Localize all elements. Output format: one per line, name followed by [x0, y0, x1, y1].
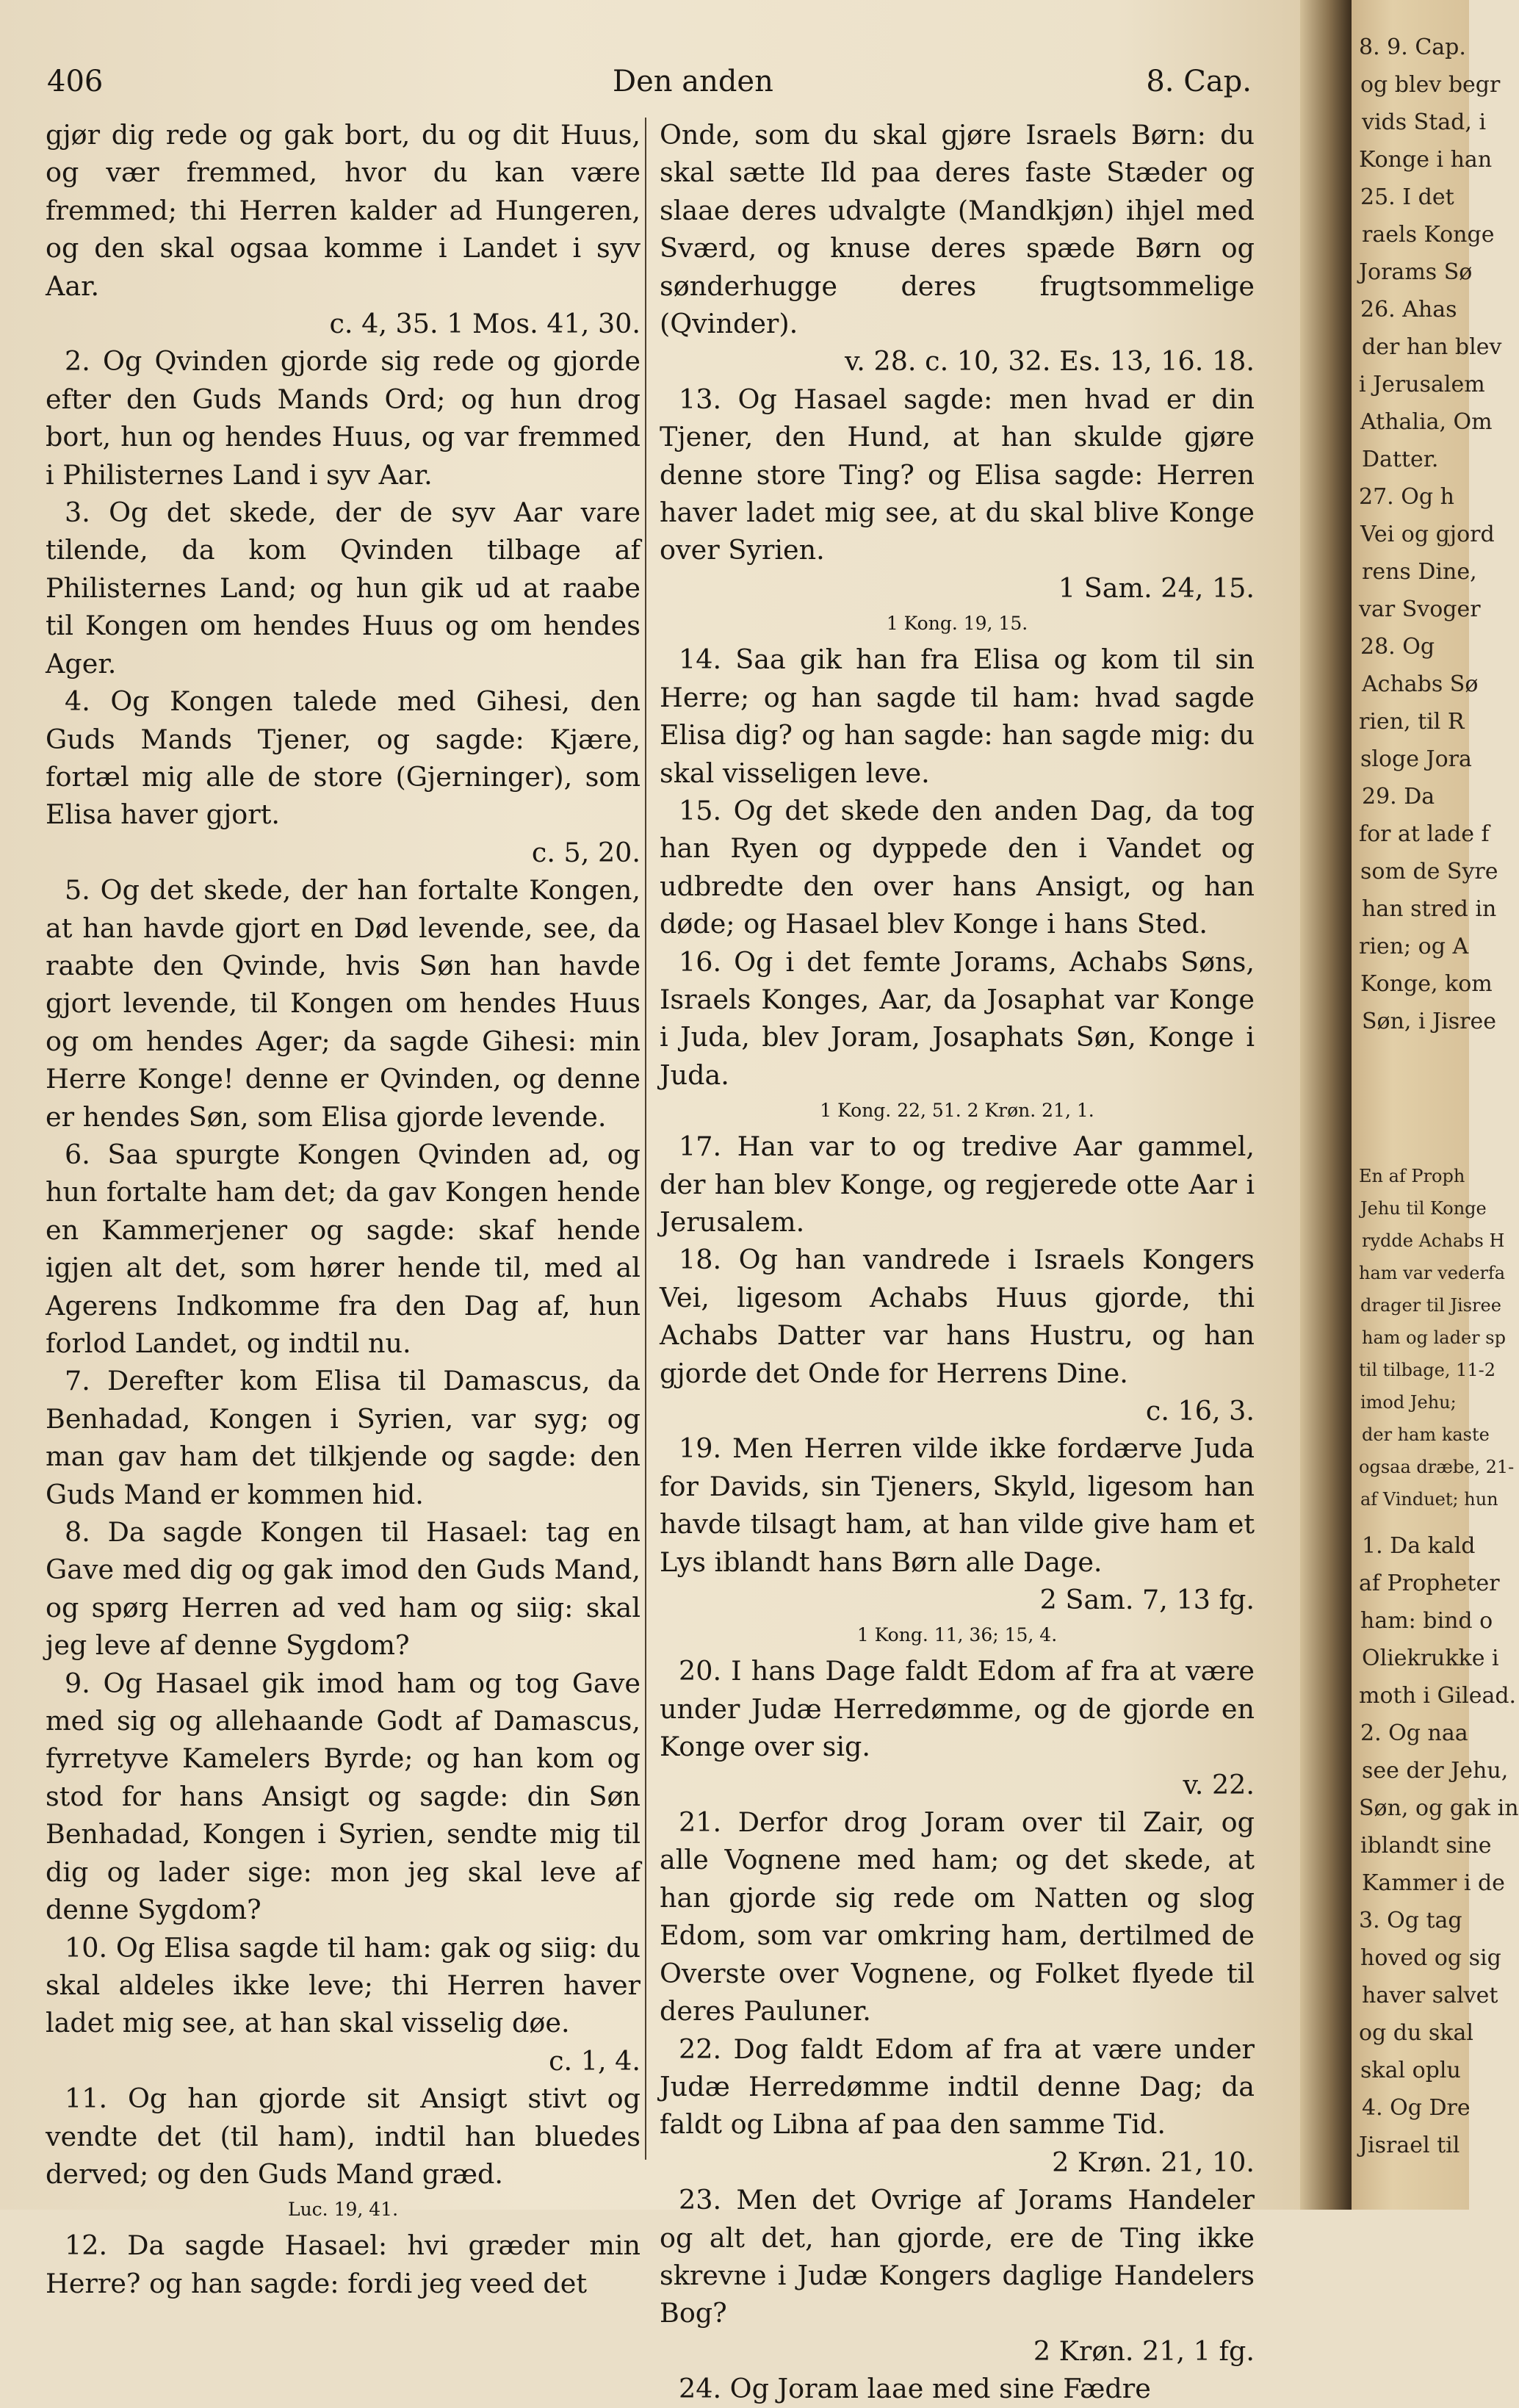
- verse-text: 18. Og han vandrede i Israels Kongers Vei, ligesom Achabs Huus gjorde, thi Achabs Datter var hans Hustru, og han gjorde det Onde for Herrens Dine.: [660, 1244, 1255, 1389]
- facing-page-line: ham var vederfa: [1359, 1263, 1506, 1283]
- facing-page-line: Vei og gjord: [1360, 522, 1495, 547]
- facing-page-line: 26. Ahas: [1360, 297, 1457, 322]
- verse-text: 8. Da sagde Kongen til Hasael: tag en Gave med dig og gak imod den Guds Mand, og spørg Herren ad ved ham og siig: skal jeg leve af denne Sygdom?: [46, 1516, 641, 1662]
- facing-page-line: af Vinduet; hun: [1360, 1489, 1498, 1510]
- verse-text: 21. Derfor drog Joram over til Zair, og alle Vognene med ham; og det skede, at han gjorde sig rede om Natten og slog Edom, som var omkring ham, dertilmed de Overste over Vognene, og Folket flyede til deres Pauluner.: [660, 1806, 1255, 2027]
- verse-text: 7. Derefter kom Elisa til Damascus, da Benhadad, Kongen i Syrien, var syg; og man gav ham det tilkjende og sagde: den Guds Mand er kommen hid.: [46, 1365, 641, 1510]
- facing-page-line: skal oplu: [1360, 2058, 1461, 2083]
- footnote-reference: 1 Kong. 22, 51. 2 Krøn. 21, 1.: [820, 1100, 1094, 1122]
- verse-text: 13. Og Hasael sagde: men hvad er din Tjener, den Hund, at han skulde gjøre denne store Ting? og Elisa sagde: Herren haver ladet mig see, at du skal blive Konge over Syrien.: [660, 383, 1255, 566]
- verse: [46, 1513, 641, 1665]
- column-divider: [645, 118, 646, 2160]
- facing-page-line: Søn, i Jisree: [1362, 1009, 1497, 1034]
- facing-page-line: Oliekrukke i: [1362, 1645, 1499, 1671]
- cross-reference: 1 Sam. 24, 15.: [1058, 572, 1255, 604]
- facing-page-line: Achabs Sø: [1362, 671, 1479, 697]
- facing-page-line: imod Jehu;: [1360, 1392, 1457, 1413]
- facing-page-line: for at lade f: [1359, 821, 1490, 847]
- verse-text: 22. Dog faldt Edom af fra at være under Judæ Herredømme indtil denne Dag; da faldt og Libna af paa den samme Tid.: [660, 2033, 1255, 2141]
- verse: [660, 641, 1255, 792]
- facing-page-line: 25. I det: [1360, 184, 1454, 210]
- verse-text: 12. Da sagde Hasael: hvi græder min Herre? og han sagde: fordi jeg veed det: [46, 2229, 641, 2299]
- facing-page-line: rens Dine,: [1362, 559, 1477, 585]
- facing-page-line: iblandt sine: [1360, 1833, 1492, 1859]
- verse: [46, 2227, 641, 2302]
- verse-text: gjør dig rede og gak bort, du og dit Huus, og vær fremmed, hvor du kan være fremmed; thi Herren kalder ad Hungeren, og den skal ogsaa komme i Landet i syv Aar.: [46, 119, 641, 302]
- verse: [660, 116, 1255, 381]
- facing-page-line: Jehu til Konge: [1360, 1198, 1487, 1219]
- facing-page-line: Konge i han: [1359, 147, 1493, 173]
- cross-reference: v. 28. c. 10, 32. Es. 13, 16. 18.: [844, 345, 1255, 378]
- facing-page-line: Jorams Sø: [1359, 259, 1473, 285]
- verse-text: 23. Men det Ovrige af Jorams Handeler og alt det, han gjorde, ere de Ting ikke skrevne i Judæ Kongers daglige Handelers Bog?: [660, 2184, 1255, 2329]
- facing-page-fragment: [1352, 0, 1519, 2210]
- facing-page-line: Jisrael til: [1359, 2133, 1460, 2158]
- facing-page-line: rydde Achabs H: [1362, 1230, 1505, 1251]
- facing-page-line: moth i Gilead.: [1359, 1683, 1517, 1709]
- verse-text: 11. Og han gjorde sit Ansigt stivt og vendte det (til ham), indtil han bluedes derved; og den Guds Mand græd.: [46, 2083, 641, 2190]
- verse: [660, 1652, 1255, 1803]
- facing-page-line: Athalia, Om: [1360, 409, 1493, 435]
- facing-page-line: Datter.: [1362, 447, 1439, 472]
- verse: [660, 381, 1255, 607]
- verse-text: 10. Og Elisa sagde til ham: gak og siig: du skal aldeles ikke leve; thi Herren haver ladet mig see, at han skal visselig døe.: [46, 1931, 641, 2039]
- verse-text: 17. Han var to og tredive Aar gammel, der han blev Konge, og regjerede otte Aar i Jerusalem.: [660, 1131, 1255, 1238]
- facing-page-line: rien, til R: [1359, 709, 1465, 735]
- verse-text: 9. Og Hasael gik imod ham og tog Gave med sig og allehaande Godt af Damascus, fyrretyve Kamelers Byrde; og han kom og stod for hans Ansigt og sagde: din Søn Benhadad, Kongen i Syrien, sendte mig til dig og lader sige: mon jeg skal leve af denne Sygdom?: [46, 1667, 641, 1926]
- cross-reference: c. 16, 3.: [1145, 1395, 1255, 1427]
- verse-text: 4. Og Kongen talede med Gihesi, den Guds Mands Tjener, og sagde: Kjære, fortæl mig alle de store (Gjerninger), som Elisa haver gjort.: [46, 685, 641, 831]
- facing-page-line: i Jerusalem: [1359, 372, 1485, 397]
- verse: [46, 1665, 641, 1929]
- verse-text: 15. Og det skede den anden Dag, da tog han Ryen og dyppede den i Vandet og udbredte den over hans Ansigt, og han døde; og Hasael blev Konge i hans Sted.: [660, 794, 1255, 940]
- verse: [46, 682, 641, 871]
- facing-page-line: vids Stad, i: [1362, 109, 1487, 135]
- right-text-column: [660, 116, 1255, 2405]
- verse-text: 2. Og Qvinden gjorde sig rede og gjorde efter den Guds Mands Ord; og hun drog bort, hun og hendes Huus, og var fremmed i Philisternes Land i syv Aar.: [46, 345, 641, 491]
- facing-page-line: 2. Og naa: [1360, 1720, 1468, 1746]
- verse: [660, 1128, 1255, 1241]
- verse: [660, 1241, 1255, 1430]
- verse-text: 5. Og det skede, der han fortalte Kongen, at han havde gjort en Død levende, see, da raabte den Qvinde, hvis Søn han havde gjort levende, til Kongen om hendes Huus og om hendes Ager; da sagde Gihesi: min Herre Konge! denne er Qvinden, og denne er hendes Søn, som Elisa gjorde levende.: [46, 874, 641, 1133]
- facing-page-line: ogsaa dræbe, 21-: [1359, 1457, 1515, 1477]
- verse: [46, 1362, 641, 1513]
- facing-page-line: og du skal: [1359, 2020, 1473, 2046]
- page-header: [47, 65, 1252, 116]
- facing-page-line: Søn, og gak in: [1359, 1795, 1519, 1821]
- facing-page-line: 29. Da: [1362, 784, 1435, 810]
- verse-text: 6. Saa spurgte Kongen Qvinden ad, og hun fortalte ham det; da gav Kongen hende en Kammerjener og sagde: skaf hende igjen alt det, som hører hende til, med al Agerens Indkomme fra den Dag af, hun forlod Landet, og indtil nu.: [46, 1138, 641, 1359]
- verse: [46, 2080, 641, 2193]
- facing-page-line: 3. Og tag: [1359, 1908, 1462, 1933]
- facing-page-line: 1. Da kald: [1362, 1533, 1476, 1559]
- facing-page-line: af Propheter: [1359, 1571, 1500, 1596]
- page-number: 406: [47, 65, 104, 98]
- verse: [660, 1803, 1255, 2030]
- facing-page-line: der ham kaste: [1362, 1424, 1490, 1445]
- facing-page-line: 27. Og h: [1359, 484, 1454, 510]
- facing-page-line: 8. 9. Cap.: [1359, 35, 1466, 60]
- facing-page-line: Kammer i de: [1362, 1870, 1505, 1896]
- facing-page-line: 4. Og Dre: [1362, 2095, 1471, 2121]
- verse: [660, 2030, 1255, 2182]
- facing-page-line: Konge, kom: [1360, 971, 1493, 997]
- verse-text: 20. I hans Dage faldt Edom af fra at være under Judæ Herredømme, og de gjorde en Konge over sig.: [660, 1655, 1255, 1763]
- verse: [46, 1929, 641, 2080]
- cross-reference: c. 5, 20.: [531, 836, 641, 868]
- verse: [46, 116, 641, 342]
- facing-page-line: som de Syre: [1360, 859, 1498, 884]
- facing-page-line: raels Konge: [1362, 222, 1495, 248]
- facing-page-line: haver salvet: [1362, 1983, 1498, 2008]
- footnote-reference: 1 Kong. 11, 36; 15, 4.: [856, 1624, 1058, 1646]
- footnote-reference: Luc. 19, 41.: [287, 2199, 399, 2221]
- verse: [660, 792, 1255, 943]
- facing-page-line: til tilbage, 11-2: [1359, 1360, 1496, 1380]
- left-text-column: [46, 116, 641, 2299]
- facing-page-line: 28. Og: [1360, 634, 1435, 660]
- facing-page-line: drager til Jisree: [1360, 1295, 1501, 1316]
- footnote-reference: 1 Kong. 19, 15.: [886, 613, 1028, 635]
- verse-text: 14. Saa gik han fra Elisa og kom til sin Herre; og han sagde til ham: hvad sagde Elisa dig? og han sagde: han sagde mig: du skal visseligen leve.: [660, 644, 1255, 789]
- cross-reference: c. 4, 35. 1 Mos. 41, 30.: [329, 308, 641, 340]
- verse-text: 3. Og det skede, der de syv Aar vare tilende, da kom Qvinden tilbage af Philisternes Land; og hun gik ud at raabe til Kongen om hendes Huus og om hendes Ager.: [46, 497, 641, 679]
- verse-text: 19. Men Herren vilde ikke fordærve Juda for Davids, sin Tjeners, Skyld, ligesom han havde tilsagt ham, at han vilde give ham et Lys iblandt hans Børn alle Dage.: [660, 1432, 1255, 1578]
- cross-reference: v. 22.: [1183, 1768, 1255, 1800]
- chapter-label: 8. Cap.: [1146, 65, 1252, 98]
- verse: [46, 342, 641, 494]
- verse-text: Onde, som du skal gjøre Israels Børn: du skal sætte Ild paa deres faste Stæder og slaae deres udvalgte (Mandkjøn) ihjel med Sværd, og knuse deres spæde Børn og sønderhugge deres frugtsommelige (Qvinder).: [660, 119, 1255, 340]
- facing-page-line: var Svoger: [1359, 596, 1481, 622]
- facing-page-line: ham og lader sp: [1362, 1327, 1506, 1348]
- facing-page-line: ham: bind o: [1360, 1608, 1493, 1634]
- facing-page-line: han stred in: [1362, 896, 1497, 922]
- facing-page-line: En af Proph: [1359, 1166, 1465, 1186]
- facing-page-line: sloge Jora: [1360, 746, 1472, 772]
- cross-reference: 2 Krøn. 21, 10.: [1052, 2146, 1255, 2178]
- verse-text: 24. Og Joram laae med sine Fædre: [679, 2373, 1151, 2405]
- cross-reference: 2 Sam. 7, 13 fg.: [1039, 1584, 1255, 1616]
- facing-page-line: der han blev: [1362, 334, 1502, 360]
- cross-reference: c. 1, 4.: [549, 2044, 641, 2077]
- verse: [46, 494, 641, 682]
- verse: [660, 2181, 1255, 2370]
- verse: [660, 2370, 1255, 2407]
- verse: [660, 1430, 1255, 1618]
- running-title: Den anden: [613, 65, 773, 98]
- facing-page-line: see der Jehu,: [1362, 1758, 1509, 1784]
- verse: [660, 943, 1255, 1095]
- verse: [46, 1136, 641, 1362]
- cross-reference: 2 Krøn. 21, 1 fg.: [1033, 2335, 1255, 2367]
- book-gutter: [1300, 0, 1352, 2210]
- facing-page-line: og blev begr: [1360, 72, 1501, 98]
- verse: [46, 871, 641, 1136]
- facing-page-line: hoved og sig: [1360, 1945, 1501, 1971]
- verse-text: 16. Og i det femte Jorams, Achabs Søns, Israels Konges, Aar, da Josaphat var Konge i Juda, blev Joram, Josaphats Søn, Konge i Juda.: [660, 945, 1255, 1091]
- facing-page-line: rien; og A: [1359, 934, 1469, 959]
